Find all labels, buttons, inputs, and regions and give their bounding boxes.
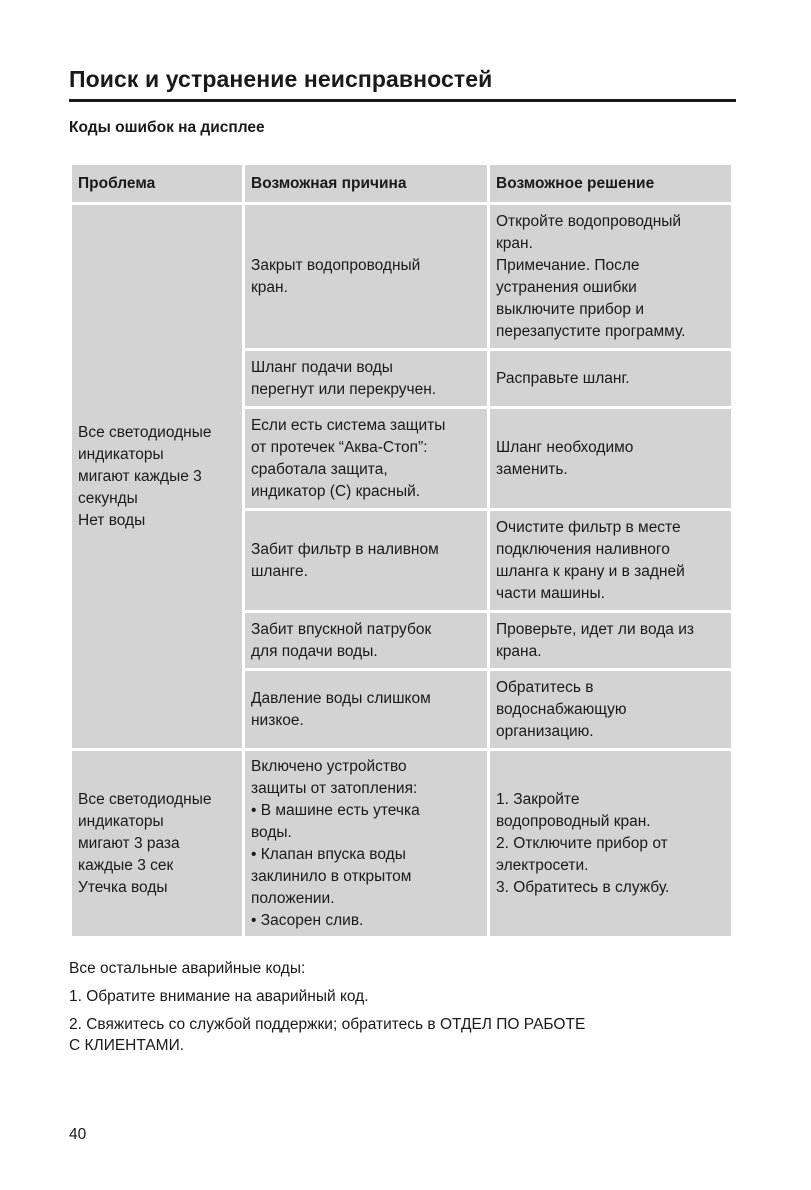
- note-line: 1. Обратите внимание на аварийный код.: [69, 988, 369, 1005]
- cause-cell: Включено устройство защиты от затопления: • В машине есть утечка воды. • Клапан впуска воды заклинило в открытом положении. • Засорен слив.: [244, 750, 489, 938]
- table-row: [71, 750, 733, 938]
- header-cause: Возможная причина: [244, 164, 489, 204]
- solution-cell: Очистите фильтр в месте подключения наливного шланга к крану и в задней части машины.: [489, 510, 733, 612]
- page-number: 40: [69, 1126, 87, 1143]
- header-problem: Проблема: [71, 164, 244, 204]
- troubleshooting-table: [69, 162, 734, 939]
- table-row: [71, 204, 733, 350]
- cause-cell: Давление воды слишком низкое.: [244, 670, 489, 750]
- table-header-row: [71, 164, 733, 204]
- cause-cell: Если есть система защиты от протечек “Аква-Стоп”: сработала защита, индикатор (С) красный.: [244, 408, 489, 510]
- header-solution: Возможное решение: [489, 164, 733, 204]
- page-title: Поиск и устранение неисправностей: [69, 66, 493, 92]
- section-title: Коды ошибок на дисплее: [69, 119, 265, 136]
- solution-cell: Проверьте, идет ли вода из крана.: [489, 612, 733, 670]
- cause-cell: Забит впускной патрубок для подачи воды.: [244, 612, 489, 670]
- title-rule: [69, 99, 736, 102]
- problem-cell: Все светодиодные индикаторы мигают 3 раза каждые 3 сек Утечка воды: [71, 750, 244, 938]
- footer-notes: [69, 958, 749, 1063]
- problem-cell: Все светодиодные индикаторы мигают каждые 3 секунды Нет воды: [71, 204, 244, 750]
- solution-cell: 1. Закройте водопроводный кран. 2. Отключите прибор от электросети. 3. Обратитесь в службу.: [489, 750, 733, 938]
- cause-cell: Забит фильтр в наливном шланге.: [244, 510, 489, 612]
- note-line: Все остальные аварийные коды:: [69, 960, 306, 977]
- solution-cell: Расправьте шланг.: [489, 350, 733, 408]
- note-line: 2. Свяжитесь со службой поддержки; обратитесь в ОТДЕЛ ПО РАБОТЕ С КЛИЕНТАМИ.: [69, 1016, 586, 1054]
- cause-cell: Закрыт водопроводный кран.: [244, 204, 489, 350]
- solution-cell: Откройте водопроводный кран. Примечание. После устранения ошибки выключите прибор и перезапустите программу.: [489, 204, 733, 350]
- cause-cell: Шланг подачи воды перегнут или перекручен.: [244, 350, 489, 408]
- solution-cell: Обратитесь в водоснабжающую организацию.: [489, 670, 733, 750]
- solution-cell: Шланг необходимо заменить.: [489, 408, 733, 510]
